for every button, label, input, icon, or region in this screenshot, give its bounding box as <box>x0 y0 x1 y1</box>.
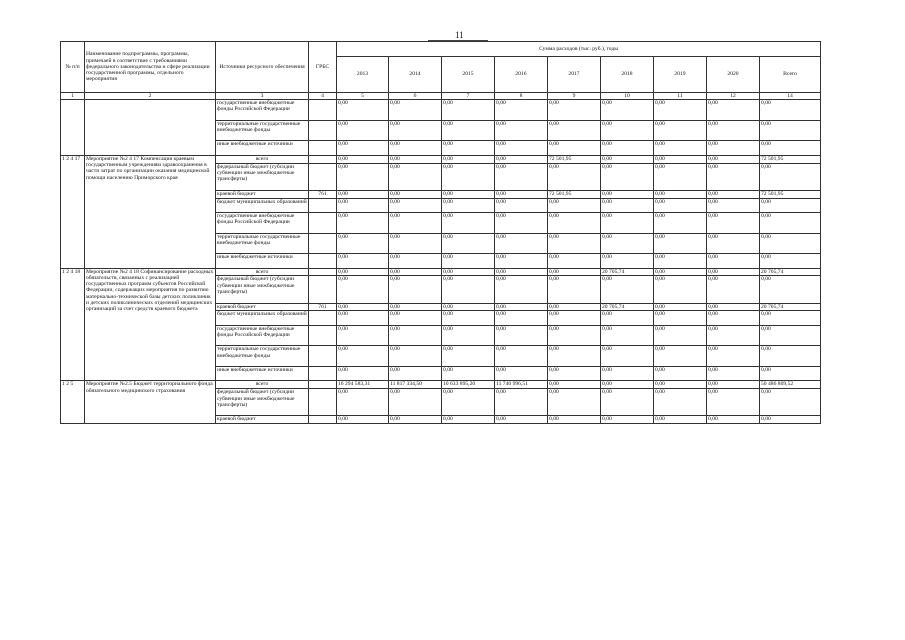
row-grbs <box>309 254 337 268</box>
column-number: 11 <box>654 93 707 100</box>
row-value: 0,00 <box>760 367 821 381</box>
row-value: 0,00 <box>442 212 495 233</box>
row-value: 0,00 <box>654 367 707 381</box>
row-value: 0,00 <box>442 163 495 190</box>
row-value: 0,00 <box>442 268 495 276</box>
row-value: 0,00 <box>337 389 389 416</box>
row-value: 0,00 <box>337 276 389 303</box>
row-value: 0,00 <box>760 311 821 325</box>
row-value: 0,00 <box>442 276 495 303</box>
row-value: 0,00 <box>760 212 821 233</box>
row-value: 72 501,95 <box>760 155 821 163</box>
row-value: 0,00 <box>707 311 760 325</box>
row-value: 0,00 <box>548 325 601 346</box>
row-value: 0,00 <box>337 346 389 367</box>
row-value: 20 705,74 <box>601 303 654 311</box>
row-value: 0,00 <box>707 163 760 190</box>
row-source: бюджет муниципальных образований <box>216 198 309 212</box>
row-value: 0,00 <box>601 325 654 346</box>
header-year: 2019 <box>654 57 707 93</box>
row-grbs: 761 <box>309 190 337 198</box>
row-value: 0,00 <box>389 100 442 121</box>
row-grbs <box>309 268 337 276</box>
row-value: 0,00 <box>601 212 654 233</box>
row-value: 0,00 <box>337 190 389 198</box>
row-value: 0,00 <box>337 233 389 254</box>
row-value: 0,00 <box>707 276 760 303</box>
row-value: 16 294 583,31 <box>337 381 389 389</box>
row-source: территориальные государственные внебюджетные фонды <box>216 120 309 141</box>
row-value: 0,00 <box>389 254 442 268</box>
row-value: 0,00 <box>760 416 821 424</box>
row-grbs <box>309 381 337 389</box>
row-value: 0,00 <box>654 325 707 346</box>
table-row <box>61 100 821 121</box>
row-value: 20 705,74 <box>760 303 821 311</box>
row-value: 0,00 <box>389 311 442 325</box>
row-value: 0,00 <box>760 120 821 141</box>
row-source: федеральный бюджет (субсидии субвенции иные межбюджетные трансферты) <box>216 276 309 303</box>
row-source: краевой бюджет <box>216 190 309 198</box>
header-sum: Сумма расходов (тыс. руб.), годы <box>337 42 821 57</box>
row-grbs <box>309 155 337 163</box>
row-value: 0,00 <box>389 268 442 276</box>
row-value: 0,00 <box>760 198 821 212</box>
row-value: 0,00 <box>707 141 760 155</box>
row-grbs <box>309 163 337 190</box>
row-value: 0,00 <box>337 311 389 325</box>
row-value: 0,00 <box>601 416 654 424</box>
row-value: 0,00 <box>337 198 389 212</box>
row-value: 0,00 <box>442 367 495 381</box>
row-value: 0,00 <box>601 389 654 416</box>
row-value: 0,00 <box>442 303 495 311</box>
row-value: 0,00 <box>548 198 601 212</box>
row-value: 0,00 <box>337 141 389 155</box>
row-value: 0,00 <box>760 233 821 254</box>
row-value: 0,00 <box>548 212 601 233</box>
row-value: 0,00 <box>442 190 495 198</box>
row-value: 0,00 <box>495 367 548 381</box>
header-year: 2016 <box>495 57 548 93</box>
row-value: 0,00 <box>389 212 442 233</box>
row-grbs <box>309 233 337 254</box>
row-value: 0,00 <box>601 276 654 303</box>
row-source: краевой бюджет <box>216 303 309 311</box>
row-value: 0,00 <box>442 155 495 163</box>
row-value: 0,00 <box>548 389 601 416</box>
header-source: Источники ресурсного обеспечения <box>216 42 309 93</box>
row-value: 0,00 <box>389 233 442 254</box>
row-value: 20 705,74 <box>601 268 654 276</box>
row-value: 0,00 <box>760 389 821 416</box>
row-value: 0,00 <box>707 233 760 254</box>
row-value: 0,00 <box>495 155 548 163</box>
row-value: 0,00 <box>654 346 707 367</box>
row-value: 0,00 <box>654 268 707 276</box>
row-name <box>85 100 216 156</box>
row-value: 0,00 <box>442 120 495 141</box>
row-value: 0,00 <box>601 141 654 155</box>
row-value: 0,00 <box>601 254 654 268</box>
row-value: 0,00 <box>654 389 707 416</box>
header-grbs: ГРБС <box>309 42 337 93</box>
row-value: 0,00 <box>707 416 760 424</box>
row-source: бюджет муниципальных образований <box>216 311 309 325</box>
row-value: 0,00 <box>707 325 760 346</box>
row-value: 0,00 <box>495 346 548 367</box>
row-source: всего <box>216 155 309 163</box>
row-name: Мероприятие №2.5 Бюджет территориального фонда обязательного медицинского страхования <box>85 381 216 424</box>
row-value: 0,00 <box>495 163 548 190</box>
column-number: 12 <box>707 93 760 100</box>
row-value: 0,00 <box>654 212 707 233</box>
row-value: 0,00 <box>707 389 760 416</box>
table-row-total <box>61 155 821 163</box>
row-value: 0,00 <box>548 100 601 121</box>
row-grbs <box>309 367 337 381</box>
row-value: 0,00 <box>654 190 707 198</box>
row-value: 0,00 <box>548 233 601 254</box>
row-value: 0,00 <box>601 198 654 212</box>
row-value: 0,00 <box>442 416 495 424</box>
row-value: 0,00 <box>389 325 442 346</box>
row-value: 0,00 <box>548 276 601 303</box>
row-source: краевой бюджет <box>216 416 309 424</box>
row-value: 0,00 <box>654 155 707 163</box>
row-value: 0,00 <box>442 346 495 367</box>
column-number: 4 <box>309 93 337 100</box>
row-value: 0,00 <box>389 190 442 198</box>
table-row-total <box>61 381 821 389</box>
column-number: 10 <box>601 93 654 100</box>
row-value: 0,00 <box>495 254 548 268</box>
row-value: 0,00 <box>707 254 760 268</box>
header-name: Наименование подпрограммы, программы, примечаей в соответствие с требованиями федерального законодательства и сфере реализации государственной программы, отдельного мероприятия <box>85 42 216 93</box>
row-value: 11 740 996,51 <box>495 381 548 389</box>
row-value: 0,00 <box>760 100 821 121</box>
row-value: 0,00 <box>389 155 442 163</box>
row-value: 0,00 <box>601 100 654 121</box>
row-value: 0,00 <box>601 233 654 254</box>
header-year: 2018 <box>601 57 654 93</box>
row-value: 0,00 <box>654 100 707 121</box>
header-year: 2014 <box>389 57 442 93</box>
row-grbs <box>309 276 337 303</box>
row-value: 0,00 <box>548 303 601 311</box>
row-value: 0,00 <box>442 325 495 346</box>
row-value: 0,00 <box>760 325 821 346</box>
row-value: 0,00 <box>548 346 601 367</box>
row-value: 0,00 <box>442 198 495 212</box>
column-number: 8 <box>495 93 548 100</box>
row-value: 0,00 <box>548 254 601 268</box>
row-value: 0,00 <box>707 190 760 198</box>
column-number: 3 <box>216 93 309 100</box>
row-value: 72 501,95 <box>760 190 821 198</box>
row-value: 0,00 <box>495 120 548 141</box>
row-code <box>61 100 85 156</box>
row-value: 0,00 <box>707 155 760 163</box>
row-value: 0,00 <box>495 212 548 233</box>
row-value: 0,00 <box>337 367 389 381</box>
row-value: 0,00 <box>337 325 389 346</box>
row-value: 0,00 <box>601 163 654 190</box>
row-value: 0,00 <box>495 303 548 311</box>
row-value: 0,00 <box>495 233 548 254</box>
row-source: федеральный бюджет (субсидии субвенции иные межбюджетные трансферты) <box>216 163 309 190</box>
row-source: государственные внебюджетные фонды Российской Федерации <box>216 212 309 233</box>
row-value: 0,00 <box>389 416 442 424</box>
row-value: 0,00 <box>654 276 707 303</box>
row-value: 0,00 <box>337 212 389 233</box>
row-value: 0,00 <box>654 141 707 155</box>
table-row-total <box>61 268 821 276</box>
column-number: 2 <box>85 93 216 100</box>
row-value: 0,00 <box>707 303 760 311</box>
row-value: 0,00 <box>495 416 548 424</box>
row-value: 0,00 <box>601 190 654 198</box>
row-value: 0,00 <box>389 141 442 155</box>
column-number: 9 <box>548 93 601 100</box>
row-value: 0,00 <box>601 367 654 381</box>
row-value: 0,00 <box>654 303 707 311</box>
row-value: 0,00 <box>389 163 442 190</box>
row-name: Мероприятие №2 4 18 Софинансирование расходных обязательств, связанных с реализацией государственных программ субъектов Российской Федерации, содержащих мероприятия по развитию материально-технической базы детских поликлиник и детских поликлинических отделений медицинских организаций за счет средств краевого бюджета <box>85 268 216 381</box>
row-value: 0,00 <box>707 212 760 233</box>
header-num: № п/п <box>61 42 85 93</box>
column-number: 1 <box>61 93 85 100</box>
row-source: территориальные государственные внебюджетные фонды <box>216 346 309 367</box>
row-value: 0,00 <box>601 155 654 163</box>
row-value: 0,00 <box>548 367 601 381</box>
row-grbs <box>309 389 337 416</box>
column-number: 5 <box>337 93 389 100</box>
row-value: 0,00 <box>654 198 707 212</box>
row-value: 0,00 <box>495 190 548 198</box>
row-source: государственные внебюджетные фонды Российской Федерации <box>216 100 309 121</box>
row-grbs: 761 <box>309 303 337 311</box>
row-value: 20 705,74 <box>760 268 821 276</box>
row-source: иные внебюджетные источники <box>216 367 309 381</box>
row-value: 0,00 <box>760 254 821 268</box>
row-value: 0,00 <box>337 163 389 190</box>
row-code: 1 2 4 18 <box>61 268 85 381</box>
row-value: 0,00 <box>389 120 442 141</box>
row-value: 0,00 <box>760 141 821 155</box>
row-code: 1 2 5 <box>61 381 85 424</box>
row-value: 10 633 895,20 <box>442 381 495 389</box>
header-year: 2020 <box>707 57 760 93</box>
row-value: 0,00 <box>337 303 389 311</box>
row-value: 0,00 <box>548 141 601 155</box>
row-value: 0,00 <box>548 163 601 190</box>
row-grbs <box>309 325 337 346</box>
row-value: 0,00 <box>654 381 707 389</box>
row-source: иные внебюджетные источники <box>216 141 309 155</box>
row-value: 0,00 <box>760 163 821 190</box>
row-value: 0,00 <box>495 325 548 346</box>
row-value: 0,00 <box>442 311 495 325</box>
row-grbs <box>309 141 337 155</box>
row-value: 0,00 <box>707 198 760 212</box>
row-value: 0,00 <box>707 100 760 121</box>
row-value: 0,00 <box>442 100 495 121</box>
column-number: 14 <box>760 93 821 100</box>
row-value: 0,00 <box>548 381 601 389</box>
row-value: 0,00 <box>707 367 760 381</box>
row-value: 0,00 <box>707 268 760 276</box>
row-value: 0,00 <box>337 416 389 424</box>
row-value: 0,00 <box>495 100 548 121</box>
row-code: 1 2 4 17 <box>61 155 85 268</box>
row-value: 0,00 <box>389 367 442 381</box>
column-number: 6 <box>389 93 442 100</box>
row-value: 0,00 <box>760 276 821 303</box>
row-value: 72 501,95 <box>548 190 601 198</box>
page-number: 11 <box>455 30 464 40</box>
row-value: 0,00 <box>601 381 654 389</box>
row-value: 0,00 <box>654 120 707 141</box>
row-value: 0,00 <box>548 268 601 276</box>
row-name: Мероприятие №2 4 17 Компенсация краевым государственным учреждениям здравоохранения в части затрат по организации оказания медицинской помощи населению Приморского края <box>85 155 216 268</box>
row-value: 0,00 <box>495 268 548 276</box>
row-grbs <box>309 198 337 212</box>
row-value: 0,00 <box>337 100 389 121</box>
row-value: 0,00 <box>601 311 654 325</box>
row-source: государственные внебюджетные фонды Российской Федерации <box>216 325 309 346</box>
row-value: 0,00 <box>495 276 548 303</box>
row-value: 0,00 <box>707 381 760 389</box>
row-value: 0,00 <box>548 120 601 141</box>
row-value: 0,00 <box>601 120 654 141</box>
row-value: 0,00 <box>495 198 548 212</box>
row-value: 0,00 <box>337 254 389 268</box>
row-value: 0,00 <box>442 254 495 268</box>
row-value: 50 486 809,52 <box>760 381 821 389</box>
row-value: 0,00 <box>654 416 707 424</box>
row-value: 0,00 <box>760 346 821 367</box>
row-value: 0,00 <box>389 389 442 416</box>
row-value: 0,00 <box>495 389 548 416</box>
row-value: 72 501,95 <box>548 155 601 163</box>
row-value: 0,00 <box>654 163 707 190</box>
header-year: Всего <box>760 57 821 93</box>
row-value: 0,00 <box>389 346 442 367</box>
row-source: всего <box>216 268 309 276</box>
row-value: 0,00 <box>548 311 601 325</box>
row-value: 0,00 <box>707 346 760 367</box>
row-value: 0,00 <box>601 346 654 367</box>
row-grbs <box>309 100 337 121</box>
column-number: 7 <box>442 93 495 100</box>
row-value: 0,00 <box>442 141 495 155</box>
row-value: 0,00 <box>495 141 548 155</box>
row-value: 0,00 <box>548 416 601 424</box>
row-value: 0,00 <box>337 268 389 276</box>
row-value: 0,00 <box>654 233 707 254</box>
row-source: территориальные государственные внебюджетные фонды <box>216 233 309 254</box>
header-year: 2013 <box>337 57 389 93</box>
row-grbs <box>309 212 337 233</box>
row-value: 11 817 334,50 <box>389 381 442 389</box>
row-value: 0,00 <box>389 198 442 212</box>
header-year: 2015 <box>442 57 495 93</box>
budget-table <box>60 41 821 424</box>
row-value: 0,00 <box>654 254 707 268</box>
row-grbs <box>309 311 337 325</box>
row-value: 0,00 <box>337 120 389 141</box>
row-source: иные внебюджетные источники <box>216 254 309 268</box>
row-grbs <box>309 120 337 141</box>
row-source: федеральный бюджет (субсидии субвенции иные межбюджетные трансферты) <box>216 389 309 416</box>
row-value: 0,00 <box>707 120 760 141</box>
row-value: 0,00 <box>654 311 707 325</box>
header-year: 2017 <box>548 57 601 93</box>
row-value: 0,00 <box>389 276 442 303</box>
row-value: 0,00 <box>442 389 495 416</box>
row-value: 0,00 <box>389 303 442 311</box>
row-grbs <box>309 346 337 367</box>
row-grbs <box>309 416 337 424</box>
row-value: 0,00 <box>337 155 389 163</box>
row-source: всего <box>216 381 309 389</box>
row-value: 0,00 <box>442 233 495 254</box>
row-value: 0,00 <box>495 311 548 325</box>
